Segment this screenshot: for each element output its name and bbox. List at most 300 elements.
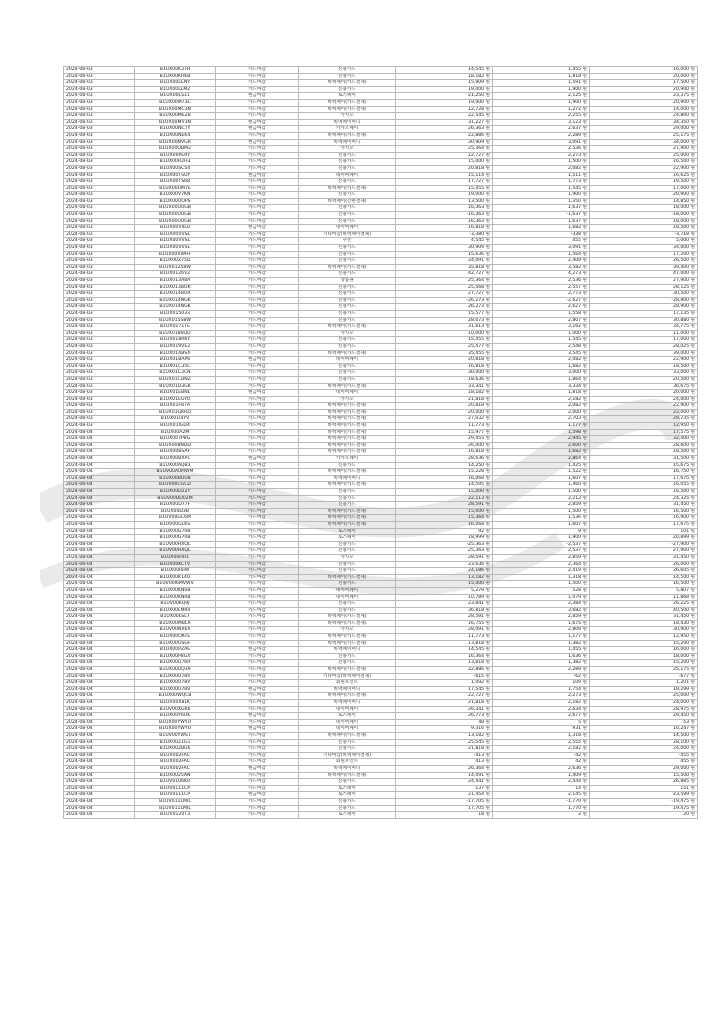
row-total: 34,000 원 — [590, 139, 698, 146]
row-tax: -338 원 — [493, 231, 590, 238]
row-total: 25,175 원 — [590, 132, 698, 139]
row-tax: 2,634 원 — [493, 706, 590, 713]
row-amount: 12,728 원 — [396, 106, 493, 113]
row-tax: 2,182 원 — [493, 396, 590, 403]
row-order-id: B1UX00WQC8 — [135, 693, 216, 700]
row-amount: 15,364 원 — [396, 515, 493, 522]
row-total: 5,807 원 — [590, 587, 698, 594]
row-total: 27,900 원 — [590, 278, 698, 285]
row-tax: 1,864 원 — [493, 376, 590, 383]
row-order-id: B1UX00VVSL — [135, 231, 216, 238]
row-close-type: 카드마감 — [216, 469, 299, 476]
row-tax: 1,455 원 — [493, 67, 590, 74]
row-payment-method: 바맥페이(카드결제) — [299, 634, 396, 641]
row-date: 2024-08-03 — [64, 231, 135, 238]
table-row — [64, 634, 698, 641]
row-total: 16,500 원 — [590, 489, 698, 496]
row-close-type: 카드마감 — [216, 680, 299, 687]
row-tax: 1,177 원 — [493, 634, 590, 641]
row-total: 20,500 원 — [590, 376, 698, 383]
row-total: 29,000 원 — [590, 765, 698, 772]
row-tax: 1,000 원 — [493, 330, 590, 337]
row-total: 22,900 원 — [590, 357, 698, 364]
table-row — [64, 640, 698, 647]
row-amount: 4,545 원 — [396, 238, 493, 245]
row-tax: 1,682 원 — [493, 363, 590, 370]
row-close-type: 카드마감 — [216, 594, 299, 601]
row-close-type: 카드마감 — [216, 409, 299, 416]
row-order-id: B1UV00NX6X — [135, 627, 216, 634]
row-amount: 22,727 원 — [396, 693, 493, 700]
row-close-type: 카드마감 — [216, 561, 299, 568]
row-date: 2024-08-04 — [64, 673, 135, 680]
row-date: 2024-08-04 — [64, 475, 135, 482]
row-close-type: 현금마감 — [216, 726, 299, 733]
table-row — [64, 673, 698, 680]
row-total: 25,000 원 — [590, 152, 698, 159]
row-close-type: 카드마감 — [216, 132, 299, 139]
table-row — [64, 798, 698, 805]
row-tax: 1,500 원 — [493, 581, 590, 588]
row-total: 20 원 — [590, 812, 698, 819]
row-tax: 1,455 원 — [493, 647, 590, 654]
row-date: 2024-08-04 — [64, 456, 135, 463]
row-total: 10,247 원 — [590, 726, 698, 733]
row-tax: 1,382 원 — [493, 640, 590, 647]
row-order-id: B1UX00KCTV — [135, 561, 216, 568]
row-date: 2024-08-03 — [64, 99, 135, 106]
row-total: 30,500 원 — [590, 291, 698, 298]
row-payment-method: 신용카드 — [299, 502, 396, 509]
row-amount: 15,000 원 — [396, 159, 493, 166]
row-order-id: B1UX00KN0B — [135, 587, 216, 594]
row-payment-method: 바맥페이(카드결제) — [299, 772, 396, 779]
row-payment-method: 신용카드 — [299, 489, 396, 496]
row-amount: 26,364 원 — [396, 765, 493, 772]
row-order-id: B1UV0120T3 — [135, 812, 216, 819]
table-row — [64, 462, 698, 469]
row-order-id: B1UX00LM94 — [135, 607, 216, 614]
table-row — [64, 350, 698, 357]
row-total: 17,200 원 — [590, 251, 698, 258]
row-close-type: 카드마감 — [216, 528, 299, 535]
row-total: 31,450 원 — [590, 502, 698, 509]
row-date: 2024-08-04 — [64, 812, 135, 819]
row-date: 2024-08-03 — [64, 93, 135, 100]
row-tax: 2,082 원 — [493, 403, 590, 410]
table-row — [64, 620, 698, 627]
row-date: 2024-08-04 — [64, 568, 135, 575]
row-payment-method: 기타마감(바맥페이결제) — [299, 752, 396, 759]
row-amount: 31,227 원 — [396, 119, 493, 126]
row-amount: 23,841 원 — [396, 601, 493, 608]
row-total: 151 원 — [590, 785, 698, 792]
row-tax: 3,582 원 — [493, 264, 590, 271]
row-tax: 1,607 원 — [493, 475, 590, 482]
row-close-type: 카드마감 — [216, 581, 299, 588]
row-date: 2024-08-04 — [64, 798, 135, 805]
table-row — [64, 225, 698, 232]
row-date: 2024-08-03 — [64, 343, 135, 350]
row-order-id: B1UX00K14U — [135, 574, 216, 581]
row-date: 2024-08-04 — [64, 739, 135, 746]
table-row — [64, 99, 698, 106]
row-amount: 25,364 원 — [396, 278, 493, 285]
row-total: 53 원 — [590, 719, 698, 726]
row-close-type: 카드마감 — [216, 152, 299, 159]
row-close-type: 카드마감 — [216, 660, 299, 667]
row-order-id: B1UX00UM7E — [135, 185, 216, 192]
row-payment-method: 바맥페이(카드결제) — [299, 732, 396, 739]
table-row — [64, 73, 698, 80]
row-amount: 22,545 원 — [396, 113, 493, 120]
row-order-id: B1UX00YWYU — [135, 726, 216, 733]
row-total: 26,500 원 — [590, 258, 698, 265]
row-close-type: 카드마감 — [216, 218, 299, 225]
row-order-id: B1UX00OSGF — [135, 640, 216, 647]
row-tax: 3,123 원 — [493, 119, 590, 126]
row-tax: 1,500 원 — [493, 159, 590, 166]
row-date: 2024-08-03 — [64, 258, 135, 265]
row-date: 2024-08-04 — [64, 554, 135, 561]
row-close-type: 카드마감 — [216, 403, 299, 410]
row-tax: 2,555 원 — [493, 739, 590, 746]
row-total: 29,450 원 — [590, 713, 698, 720]
row-payment-method: 신용카드 — [299, 376, 396, 383]
row-payment-method: 카카오 — [299, 113, 396, 120]
table-row — [64, 785, 698, 792]
row-order-id: B1UX00D22Y — [135, 489, 216, 496]
row-amount: 15,455 원 — [396, 337, 493, 344]
row-payment-method: 신용카드 — [299, 548, 396, 555]
row-order-id: B1UX00OBM2 — [135, 146, 216, 153]
row-order-id: B1UX00PERY — [135, 152, 216, 159]
table-row — [64, 436, 698, 443]
row-tax: 2,273 원 — [493, 152, 590, 159]
row-total: 16,500 원 — [590, 159, 698, 166]
row-order-id: B1UX01EBNL — [135, 390, 216, 397]
row-order-id: B1UX00KN0B — [135, 594, 216, 601]
row-order-id: B1UX0126V2 — [135, 271, 216, 278]
row-total: 18,000 원 — [590, 653, 698, 660]
row-payment-method: 바맥페이(카드결제) — [299, 423, 396, 430]
row-payment-method: 신용카드 — [299, 495, 396, 502]
row-tax: 3,545 원 — [493, 350, 590, 357]
row-order-id: B1UX002BU6 — [135, 746, 216, 753]
row-amount: 31,613 원 — [396, 324, 493, 331]
row-close-type: 카드마감 — [216, 746, 299, 753]
row-close-type: 카드마감 — [216, 693, 299, 700]
row-amount: 11,773 원 — [396, 423, 493, 430]
row-date: 2024-08-04 — [64, 561, 135, 568]
row-amount: 413 원 — [396, 759, 493, 766]
row-date: 2024-08-03 — [64, 238, 135, 245]
row-total: 101 원 — [590, 528, 698, 535]
row-date: 2024-08-04 — [64, 502, 135, 509]
row-total: 24,000 원 — [590, 746, 698, 753]
row-close-type: 카드마감 — [216, 159, 299, 166]
row-close-type: 현금마감 — [216, 225, 299, 232]
row-order-id: B1UX00U7BV — [135, 680, 216, 687]
row-payment-method: 바맥페이(카드결제) — [299, 185, 396, 192]
row-close-type: 카드마감 — [216, 251, 299, 258]
row-order-id: B1UX002FAC — [135, 759, 216, 766]
row-tax: 3,091 원 — [493, 245, 590, 252]
row-order-id: B1UX00LLM2 — [135, 86, 216, 93]
row-amount: 1,092 원 — [396, 680, 493, 687]
table-row — [64, 475, 698, 482]
row-date: 2024-08-04 — [64, 667, 135, 674]
row-amount: 33,341 원 — [396, 383, 493, 390]
row-amount: 25,364 원 — [396, 146, 493, 153]
row-close-type: 카드마감 — [216, 436, 299, 443]
row-payment-method: 신용카드 — [299, 291, 396, 298]
row-close-type: 현금마감 — [216, 119, 299, 126]
table-row — [64, 343, 698, 350]
row-amount: 17,705 원 — [396, 805, 493, 812]
row-order-id: B1UX00U7BV — [135, 686, 216, 693]
row-payment-method: 신용카드 — [299, 152, 396, 159]
row-total: 24,000 원 — [590, 396, 698, 403]
table-row — [64, 732, 698, 739]
row-date: 2024-08-04 — [64, 634, 135, 641]
row-close-type: 카드마감 — [216, 376, 299, 383]
row-order-id: B1UX0025AN — [135, 772, 216, 779]
row-amount: 35,818 원 — [396, 264, 493, 271]
row-close-type: 현금마감 — [216, 456, 299, 463]
row-payment-method: 신용카드 — [299, 337, 396, 344]
row-close-type: 카드마감 — [216, 343, 299, 350]
table-row — [64, 541, 698, 548]
row-amount: 13,182 원 — [396, 732, 493, 739]
table-row — [64, 653, 698, 660]
row-total: 31,500 원 — [590, 456, 698, 463]
row-total: 5,000 원 — [590, 238, 698, 245]
row-total: 14,000 원 — [590, 106, 698, 113]
row-order-id: B1UX00KRKB — [135, 73, 216, 80]
row-amount: 14,595 원 — [396, 482, 493, 489]
row-total: 12,950 원 — [590, 634, 698, 641]
table-row — [64, 271, 698, 278]
row-date: 2024-08-03 — [64, 291, 135, 298]
row-payment-method: 바맥페이(카드결제) — [299, 429, 396, 436]
table-row — [64, 165, 698, 172]
row-tax: 2,703 원 — [493, 416, 590, 423]
row-total: 40,500 원 — [590, 607, 698, 614]
row-amount: 13,818 원 — [396, 640, 493, 647]
row-tax: 2,444 원 — [493, 779, 590, 786]
row-payment-method: 토스페이 — [299, 93, 396, 100]
row-amount: 22,886 원 — [396, 667, 493, 674]
row-amount: 18 원 — [396, 812, 493, 819]
row-date: 2024-08-03 — [64, 139, 135, 146]
row-date: 2024-08-04 — [64, 515, 135, 522]
table-row — [64, 495, 698, 502]
row-close-type: 카드마감 — [216, 502, 299, 509]
table-row — [64, 667, 698, 674]
row-payment-method: 바맥페이(카드결제) — [299, 409, 396, 416]
row-date: 2024-08-03 — [64, 409, 135, 416]
row-total: 28,100 원 — [590, 739, 698, 746]
row-total: 11,868 원 — [590, 594, 698, 601]
row-date: 2024-08-03 — [64, 383, 135, 390]
table-row — [64, 67, 698, 74]
row-tax: 1,545 원 — [493, 185, 590, 192]
row-order-id: B1UX00UQ39 — [135, 667, 216, 674]
row-tax: 1,754 원 — [493, 686, 590, 693]
table-row — [64, 212, 698, 219]
table-row — [64, 330, 698, 337]
row-amount: 26,341 원 — [396, 706, 493, 713]
row-payment-method: 카카오 — [299, 554, 396, 561]
row-order-id: B1UX00D3B — [135, 508, 216, 515]
row-amount: 10,000 원 — [396, 330, 493, 337]
row-date: 2024-08-03 — [64, 205, 135, 212]
row-total: 15,500 원 — [590, 772, 698, 779]
row-total: 34,350 원 — [590, 119, 698, 126]
row-payment-method: 카카오 — [299, 627, 396, 634]
table-row — [64, 179, 698, 186]
row-order-id: B1UX01C35C — [135, 363, 216, 370]
row-total: 33,000 원 — [590, 370, 698, 377]
row-amount: -3,380 원 — [396, 231, 493, 238]
row-order-id: B1UX0125BW — [135, 264, 216, 271]
row-tax: 1,500 원 — [493, 508, 590, 515]
row-tax: 1,272 원 — [493, 106, 590, 113]
row-close-type: 카드마감 — [216, 383, 299, 390]
row-order-id: B1UV00X8LK — [135, 700, 216, 707]
row-payment-method: 바맥페이(카드결제) — [299, 264, 396, 271]
row-order-id: B1UX00U76R — [135, 660, 216, 667]
row-date: 2024-08-04 — [64, 449, 135, 456]
row-order-id: B1UX00YWYU — [135, 719, 216, 726]
row-date: 2024-08-03 — [64, 86, 135, 93]
row-close-type: 현금마감 — [216, 126, 299, 133]
row-payment-method: 신용카드 — [299, 363, 396, 370]
row-payment-method: 신용카드 — [299, 297, 396, 304]
row-amount: 17,545 원 — [396, 686, 493, 693]
row-close-type: 카드마감 — [216, 146, 299, 153]
row-tax: -1,637 원 — [493, 212, 590, 219]
row-payment-method: 바맥페이(카드결제) — [299, 449, 396, 456]
row-date: 2024-08-03 — [64, 159, 135, 166]
row-order-id: B1UX00MV3N — [135, 119, 216, 126]
table-row — [64, 357, 698, 364]
row-order-id: B1UV0111CP — [135, 785, 216, 792]
row-tax: 2,807 원 — [493, 317, 590, 324]
row-date: 2024-08-03 — [64, 198, 135, 205]
row-total: 16,000 원 — [590, 647, 698, 654]
row-tax: 528 원 — [493, 587, 590, 594]
row-amount: 21,818 원 — [396, 396, 493, 403]
row-payment-method: 바맥페이(카드결제) — [299, 574, 396, 581]
row-payment-method: 신용카드 — [299, 660, 396, 667]
row-tax: 2,212 원 — [493, 495, 590, 502]
row-order-id: B1UX00LS11 — [135, 93, 216, 100]
row-tax: 1,770 원 — [493, 805, 590, 812]
row-date: 2024-08-04 — [64, 785, 135, 792]
row-total: 16,055 원 — [590, 482, 698, 489]
row-order-id: B1UV00I6MVWV — [135, 581, 216, 588]
row-order-id: B1UX00TSOY — [135, 172, 216, 179]
table-row — [64, 574, 698, 581]
row-amount: 92 원 — [396, 528, 493, 535]
row-amount: -25,363 원 — [396, 541, 493, 548]
row-payment-method: 네이버페이 — [299, 390, 396, 397]
row-total: 14,850 원 — [590, 198, 698, 205]
table-row — [64, 449, 698, 456]
row-tax: -62 원 — [493, 673, 590, 680]
table-row — [64, 231, 698, 238]
row-tax: -2,537 원 — [493, 541, 590, 548]
row-total: 16,625 원 — [590, 172, 698, 179]
row-date: 2024-08-04 — [64, 495, 135, 502]
row-tax: 1,818 원 — [493, 390, 590, 397]
row-amount: 15,000 원 — [396, 581, 493, 588]
row-close-type: 카드마감 — [216, 587, 299, 594]
row-close-type: 카드마감 — [216, 396, 299, 403]
table-row — [64, 390, 698, 397]
row-tax: 2,182 원 — [493, 700, 590, 707]
row-order-id: B1UX00BOU8 — [135, 475, 216, 482]
row-order-id: B1UX00M73C — [135, 99, 216, 106]
row-date: 2024-08-03 — [64, 179, 135, 186]
row-amount: 15,577 원 — [396, 310, 493, 317]
row-total: 26,000 원 — [590, 561, 698, 568]
row-tax: -1,770 원 — [493, 798, 590, 805]
row-tax: -2,627 원 — [493, 297, 590, 304]
row-tax: 1,318 원 — [493, 732, 590, 739]
row-tax: 42 원 — [493, 759, 590, 766]
row-total: 24,325 원 — [590, 495, 698, 502]
row-total: 17,500 원 — [590, 80, 698, 87]
row-payment-method: 기타마감(바맥페이결제) — [299, 231, 396, 238]
row-order-id: B1UX00LENY — [135, 80, 216, 87]
row-total: 39,000 원 — [590, 350, 698, 357]
row-date: 2024-08-04 — [64, 535, 135, 542]
row-close-type: 카드마감 — [216, 310, 299, 317]
row-payment-method: 신용카드 — [299, 568, 396, 575]
row-amount: 30,000 원 — [396, 370, 493, 377]
row-amount: 20,000 원 — [396, 409, 493, 416]
row-payment-method: 네이버페이 — [299, 719, 396, 726]
row-total: 28,600 원 — [590, 442, 698, 449]
row-order-id: B1UX00TS68 — [135, 179, 216, 186]
row-date: 2024-08-03 — [64, 324, 135, 331]
row-payment-method: 네이버페이 — [299, 706, 396, 713]
table-row — [64, 304, 698, 311]
row-total: 15,675 원 — [590, 462, 698, 469]
row-payment-method: 바맥페이(카드결제) — [299, 80, 396, 87]
row-close-type: 카드마감 — [216, 297, 299, 304]
row-tax: 14 원 — [493, 785, 590, 792]
row-close-type: 카드마감 — [216, 508, 299, 515]
row-payment-method: 바맥페이(카드결제) — [299, 324, 396, 331]
row-payment-method: 신용카드 — [299, 607, 396, 614]
row-order-id: B1UX00V7KN — [135, 192, 216, 199]
row-total: 20,000 원 — [590, 73, 698, 80]
row-total: 20,900 원 — [590, 86, 698, 93]
table-row — [64, 548, 698, 555]
row-total: 17,575 원 — [590, 429, 698, 436]
row-amount: 20,818 원 — [396, 357, 493, 364]
row-payment-method: 신용카드 — [299, 739, 396, 746]
row-tax: 2,859 원 — [493, 554, 590, 561]
row-total: 29,735 원 — [590, 416, 698, 423]
table-row — [64, 119, 698, 126]
row-date: 2024-08-04 — [64, 680, 135, 687]
row-total: 18,000 원 — [590, 218, 698, 225]
